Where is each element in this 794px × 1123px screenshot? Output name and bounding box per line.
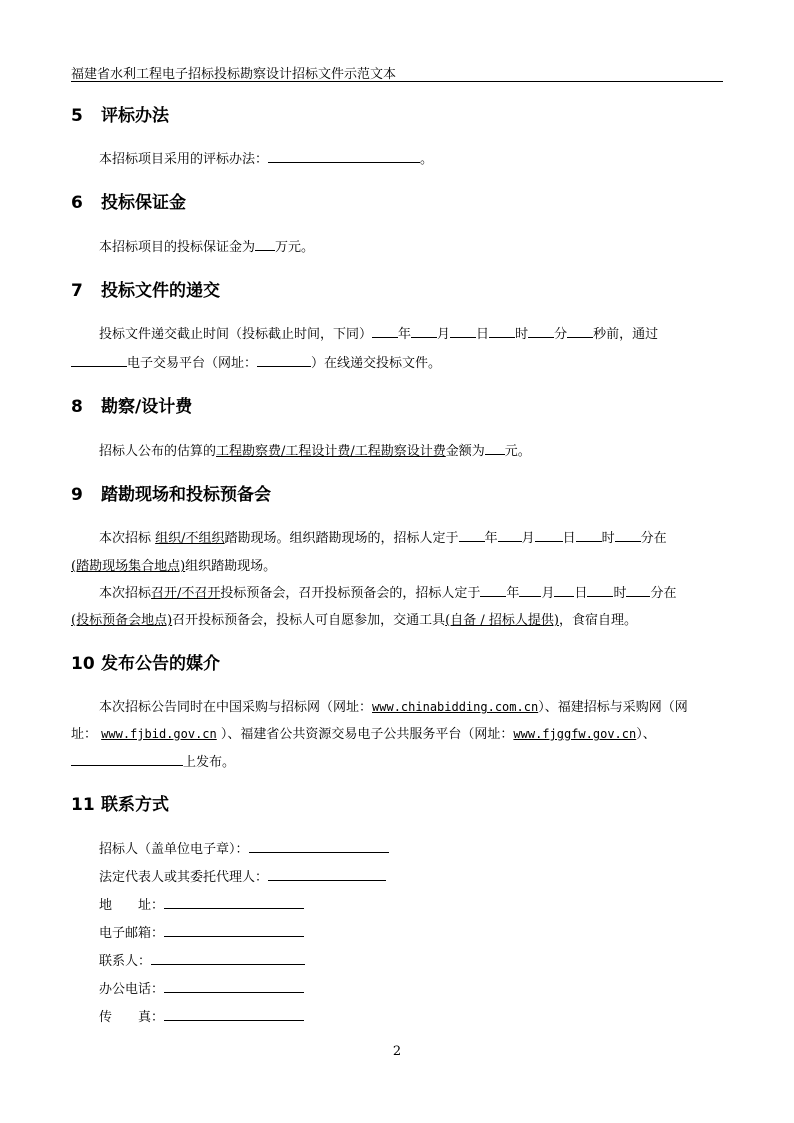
contact-fax-field[interactable] — [164, 1008, 304, 1021]
deposit-unit: 万元。 — [275, 240, 315, 255]
second-label: 秒前，通过 — [593, 327, 659, 342]
site-visit-year-blank[interactable] — [459, 529, 485, 542]
contact-label: 法定代表人或其委托代理人： — [99, 870, 269, 885]
prebid-month-blank[interactable] — [519, 584, 541, 597]
contact-tenderer — [71, 838, 751, 857]
platform-label: 电子交易平台（网址： — [127, 356, 258, 371]
section-title: 联系方式 — [101, 795, 169, 815]
site-visit-day-blank[interactable] — [535, 529, 563, 542]
section-title: 勘察/设计费 — [101, 397, 193, 417]
section-number: 9 — [71, 485, 83, 505]
prebid-option[interactable]: 召开/不召开 — [151, 586, 221, 601]
contact-tenderer-field[interactable] — [249, 840, 389, 853]
section-6-text — [71, 236, 751, 255]
fee-amount-label: 金额为 — [445, 444, 485, 459]
media-text2: ）、福建省公共资源交易电子公共服务平台（网址： — [220, 727, 514, 742]
section-6-heading — [71, 188, 186, 213]
prebid-end: ，食宿自理。 — [558, 613, 637, 628]
contact-phone — [71, 978, 751, 997]
site-visit-option[interactable]: 组织/不组织 — [155, 531, 225, 546]
section-7-line1 — [71, 323, 751, 342]
hour-label: 时 — [613, 586, 627, 601]
prebid-text: 投标预备会，召开投标预备会的，招标人定于 — [220, 586, 481, 601]
section-8-heading — [71, 392, 192, 417]
section-title: 评标办法 — [101, 106, 169, 126]
month-label: 月 — [521, 531, 535, 546]
section-title: 投标保证金 — [101, 193, 186, 213]
section-9-p2-line1 — [71, 582, 751, 601]
contact-label: 联系人： — [99, 954, 152, 969]
prebid-minute-blank[interactable] — [626, 584, 650, 597]
site-visit-label: 本次招标 — [99, 531, 152, 546]
hour-label: 时 — [515, 327, 529, 342]
section-number: 7 — [71, 281, 83, 301]
month-label: 月 — [541, 586, 555, 601]
contact-person — [71, 950, 751, 969]
section-title: 踏勘现场和投标预备会 — [101, 485, 271, 505]
platform-name-blank[interactable] — [71, 354, 127, 367]
section-title: 投标文件的递交 — [101, 281, 220, 301]
platform-url-blank[interactable] — [257, 354, 311, 367]
day-label: 日 — [562, 531, 576, 546]
section-5-heading — [71, 101, 169, 126]
section-7-heading — [71, 276, 220, 301]
prebid-label: 本次招标 — [99, 586, 152, 601]
fjggfw-link[interactable]: www.fjggfw.gov.cn — [513, 727, 637, 741]
contact-representative-field[interactable] — [268, 868, 386, 881]
contact-label: 招标人（盖单位电子章）： — [99, 842, 249, 857]
section-7-line2 — [71, 352, 723, 371]
transport-option[interactable]: (自备 / 招标人提供) — [445, 613, 559, 628]
header-title: 福建省水利工程电子招标投标勘察设计招标文件示范文本 — [71, 67, 397, 82]
year-label: 年 — [506, 586, 520, 601]
contact-fax — [71, 1006, 751, 1025]
contact-email — [71, 922, 751, 941]
section-title: 发布公告的媒介 — [101, 654, 220, 674]
contact-label: 传 真： — [99, 1010, 165, 1025]
deadline-label: 投标文件递交截止时间（投标截止时间，下同） — [99, 327, 373, 342]
minute-label: 分 — [554, 327, 568, 342]
prebid-location-option[interactable]: (投标预备会地点) — [71, 613, 173, 628]
section-11-heading — [71, 790, 169, 815]
url-prefix: 址： — [71, 727, 98, 742]
month-label: 月 — [437, 327, 451, 342]
eval-method-label: 本招标项目采用的评标办法： — [99, 152, 269, 167]
contact-email-field[interactable] — [164, 924, 304, 937]
other-media-blank[interactable] — [71, 753, 183, 766]
publish-end: 上发布。 — [183, 755, 236, 770]
deadline-year-blank[interactable] — [372, 325, 398, 338]
section-number: 10 — [71, 654, 95, 674]
contact-address — [71, 894, 751, 913]
section-5-text — [71, 148, 751, 167]
minute-at-label: 分在 — [650, 586, 677, 601]
contact-address-field[interactable] — [164, 896, 304, 909]
page-number: 2 — [392, 1044, 402, 1059]
year-label: 年 — [484, 531, 498, 546]
contact-representative — [71, 866, 751, 885]
section-9-heading — [71, 480, 271, 505]
contact-label: 电子邮箱： — [99, 926, 165, 941]
deadline-hour-blank[interactable] — [489, 325, 515, 338]
section-number: 6 — [71, 193, 83, 213]
section-number: 5 — [71, 106, 83, 126]
deadline-month-blank[interactable] — [411, 325, 437, 338]
section-9-p2-line2 — [71, 609, 723, 628]
section-number: 11 — [71, 795, 95, 815]
section-10-line3 — [71, 751, 723, 770]
section-8-text — [71, 440, 751, 459]
site-visit-month-blank[interactable] — [498, 529, 522, 542]
day-label: 日 — [476, 327, 490, 342]
header-rule — [71, 81, 723, 82]
site-visit-location-option[interactable]: (踏勘现场集合地点) — [71, 559, 186, 574]
deadline-minute-blank[interactable] — [528, 325, 554, 338]
deposit-blank[interactable] — [255, 238, 275, 251]
site-visit-minute-blank[interactable] — [615, 529, 641, 542]
fee-label: 招标人公布的估算的 — [99, 444, 217, 459]
site-visit-text: 踏勘现场。组织踏勘现场的，招标人定于 — [224, 531, 459, 546]
media-text3: ）、 — [636, 727, 656, 742]
media-text: ）、福建招标与采购网（网 — [538, 700, 688, 715]
site-visit-end: 组织踏勘现场。 — [185, 559, 277, 574]
day-label: 日 — [574, 586, 588, 601]
deadline-second-blank[interactable] — [567, 325, 593, 338]
minute-at-label: 分在 — [640, 531, 667, 546]
media-label: 本次招标公告同时在中国采购与招标网（网址： — [99, 700, 373, 715]
section-9-p1-line2 — [71, 555, 723, 574]
contact-person-field[interactable] — [151, 952, 305, 965]
contact-label: 地 址： — [99, 898, 165, 913]
fee-amount-blank[interactable] — [485, 442, 505, 455]
chinabidding-link[interactable]: www.chinabidding.com.cn — [372, 700, 539, 714]
platform-end: ）在线递交投标文件。 — [311, 356, 442, 371]
section-10-line1 — [71, 696, 751, 715]
section-10-line2 — [71, 723, 723, 742]
section-10-heading — [71, 649, 220, 674]
prebid-text2: 召开投标预备会，投标人可自愿参加，交通工具 — [172, 613, 446, 628]
eval-method-end: 。 — [420, 152, 434, 167]
prebid-hour-blank[interactable] — [587, 584, 613, 597]
deadline-day-blank[interactable] — [450, 325, 476, 338]
eval-method-blank[interactable] — [268, 150, 420, 163]
hour-label: 时 — [601, 531, 615, 546]
fjbid-link[interactable]: www.fjbid.gov.cn — [101, 727, 217, 741]
year-label: 年 — [398, 327, 412, 342]
fee-unit: 元。 — [504, 444, 531, 459]
prebid-day-blank[interactable] — [554, 584, 574, 597]
section-9-p1-line1 — [71, 527, 751, 546]
site-visit-hour-blank[interactable] — [576, 529, 602, 542]
contact-phone-field[interactable] — [164, 980, 304, 993]
deposit-label: 本招标项目的投标保证金为 — [99, 240, 256, 255]
prebid-year-blank[interactable] — [480, 584, 506, 597]
contact-label: 办公电话： — [99, 982, 165, 997]
fee-type-option[interactable]: 工程勘察费/工程设计费/工程勘察设计费 — [216, 444, 446, 459]
section-number: 8 — [71, 397, 83, 417]
